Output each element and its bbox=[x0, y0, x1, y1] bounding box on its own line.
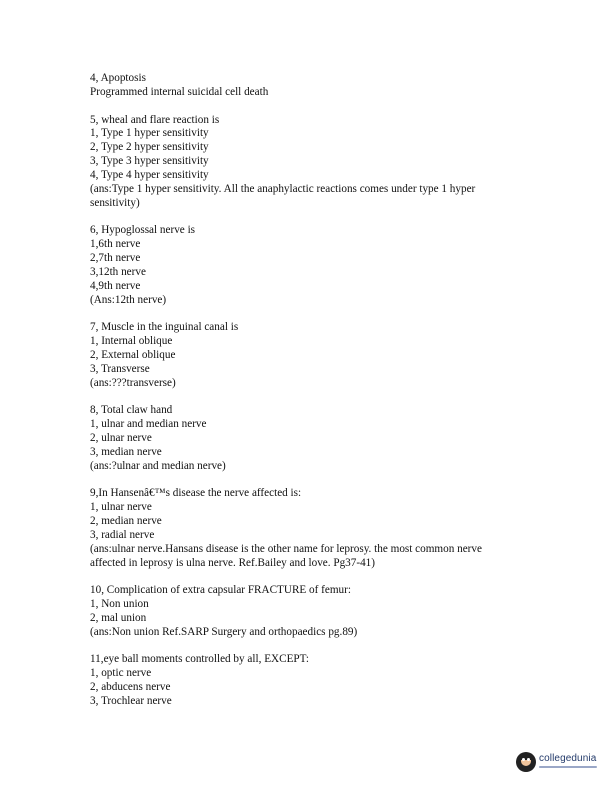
question-5-line-4: 3, Type 3 hyper sensitivity bbox=[90, 155, 209, 168]
question-6-line-6: (Ans:12th nerve) bbox=[90, 293, 167, 306]
question-9 bbox=[90, 487, 530, 570]
question-9-line-5: (ans:ulnar nerve.Hansans disease is the other name for leprosy. the most common nerve bbox=[90, 542, 482, 555]
question-6-line-1: 6, Hypoglossal nerve is bbox=[90, 224, 196, 237]
question-6-line-5: 4,9th nerve bbox=[90, 279, 141, 292]
logo-tagline-bar bbox=[539, 766, 597, 768]
question-6-line-3: 2,7th nerve bbox=[90, 251, 141, 264]
question-9-line-4: 3, radial nerve bbox=[90, 528, 155, 541]
logo-eye-left bbox=[522, 758, 525, 761]
question-5-line-3: 2, Type 2 hyper sensitivity bbox=[90, 141, 209, 154]
question-7-line-3: 2, External oblique bbox=[90, 348, 176, 361]
question-6-line-4: 3,12th nerve bbox=[90, 265, 146, 278]
question-11-line-4: 3, Trochlear nerve bbox=[90, 694, 172, 707]
question-5-line-7: sensitivity) bbox=[90, 196, 140, 209]
logo-text: collegedunia bbox=[539, 753, 597, 764]
question-10-line-4: (ans:Non union Ref.SARP Surgery and orthopaedics pg.89) bbox=[90, 625, 358, 638]
question-11 bbox=[90, 653, 530, 708]
question-9-line-1: 9,In Hansenâ€™s disease the nerve affected is: bbox=[90, 487, 302, 500]
question-11-line-1: 11,eye ball moments controlled by all, EXCEPT: bbox=[90, 653, 310, 666]
question-8 bbox=[90, 404, 530, 473]
question-8-line-3: 2, ulnar nerve bbox=[90, 431, 152, 444]
question-5-line-2: 1, Type 1 hyper sensitivity bbox=[90, 127, 209, 140]
question-11-line-3: 2, abducens nerve bbox=[90, 681, 171, 694]
question-10 bbox=[90, 584, 530, 639]
document-body bbox=[90, 72, 530, 723]
question-8-line-1: 8, Total claw hand bbox=[90, 404, 173, 417]
question-8-line-4: 3, median nerve bbox=[90, 445, 162, 458]
question-11-line-2: 1, optic nerve bbox=[90, 667, 152, 680]
question-5-line-1: 5, wheal and flare reaction is bbox=[90, 113, 220, 126]
question-6 bbox=[90, 224, 530, 307]
question-4-line-1: 4, Apoptosis bbox=[90, 72, 146, 84]
question-10-line-2: 1, Non union bbox=[90, 598, 149, 611]
logo-eye-right bbox=[527, 758, 530, 761]
question-5-line-6: (ans:Type 1 hyper sensitivity. All the anaphylactic reactions comes under type 1 hyper bbox=[90, 182, 476, 195]
question-8-line-5: (ans:?ulnar and median nerve) bbox=[90, 459, 226, 472]
question-9-line-3: 2, median nerve bbox=[90, 515, 162, 527]
question-7-line-4: 3, Transverse bbox=[90, 362, 150, 375]
question-5-line-5: 4, Type 4 hyper sensitivity bbox=[90, 168, 209, 181]
question-5 bbox=[90, 114, 530, 211]
question-7-line-2: 1, Internal oblique bbox=[90, 335, 173, 348]
question-10-line-1: 10, Complication of extra capsular FRACTURE of femur: bbox=[90, 584, 351, 597]
question-10-line-3: 2, mal union bbox=[90, 611, 147, 624]
question-8-line-2: 1, ulnar and median nerve bbox=[90, 418, 207, 431]
question-4-line-2: Programmed internal suicidal cell death bbox=[90, 85, 269, 98]
question-9-line-6: affected in leprosy is ulna nerve. Ref.Bailey and love. Pg37-41) bbox=[90, 556, 375, 569]
question-7-line-5: (ans:???transverse) bbox=[90, 376, 176, 389]
question-7 bbox=[90, 321, 530, 390]
collegedunia-logo bbox=[516, 752, 606, 778]
question-7-line-1: 7, Muscle in the inguinal canal is bbox=[90, 321, 239, 334]
question-6-line-2: 1,6th nerve bbox=[90, 238, 141, 251]
question-9-line-2: 1, ulnar nerve bbox=[90, 501, 152, 514]
question-4 bbox=[90, 72, 530, 100]
student-face-icon bbox=[516, 752, 536, 772]
